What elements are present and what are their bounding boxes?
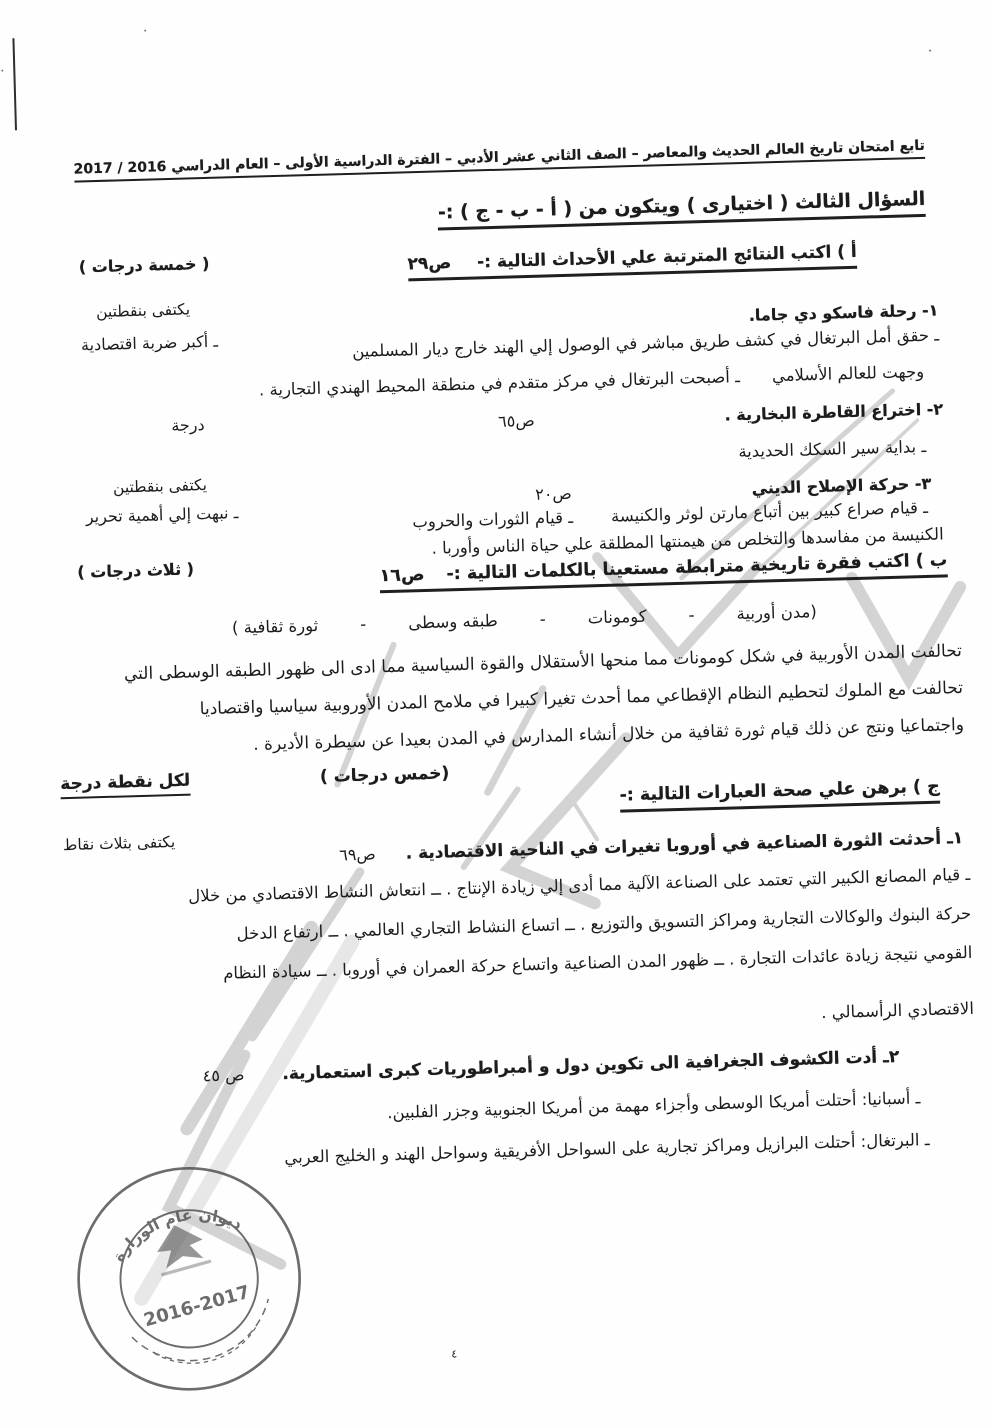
keyword-dash: - xyxy=(688,605,695,625)
a-item3-page-ref: ص٢٠ xyxy=(534,483,573,504)
c-item1-line: ـ قيام المصانع الكبير التي تعتمد على الصناعة الآلية مما أدى إلي زيادة الإنتاج . ــ انتعاش النشاط الاقتصادي من خلال xyxy=(187,864,971,906)
keyword-dash: - xyxy=(539,609,546,629)
scan-speck xyxy=(144,30,146,32)
c-item2-line: ـ أسبانيا: أحتلت أمريكا الوسطى وأجزاء مهمة من أمريكا الجنوبية وجزر الفلبين. xyxy=(386,1088,921,1123)
scan-speck xyxy=(929,50,931,52)
b-paragraph-line: واجتماعيا ونتج عن ذلك قيام ثورة ثقافية من خلال أنشاء المدارس في المدن بعيدا عن سيطرة الأديرة . xyxy=(252,714,965,755)
a-item2-line1: ـ بداية سير السكك الحديدية xyxy=(738,436,927,462)
a-item3-note: يكتفى بنقطتين xyxy=(112,476,208,497)
stamp-rim-text: ديوان عام الوزارة xyxy=(109,1205,245,1265)
section-c-marks-note: لكل نقطة درجة xyxy=(60,771,190,800)
section-a-marks: ( خمسة درجات ) xyxy=(78,253,210,277)
a-item1-side-note: ـ أكبر ضربة اقتصادية xyxy=(80,331,219,355)
page-number: ٤ xyxy=(451,1347,458,1361)
c-item2-title: ٢ـ أدت الكشوف الجغرافية الى تكوين دول و أمبراطوريات كبرى استعمارية. xyxy=(282,1046,900,1085)
b-paragraph-line: تحالفت المدن الأوربية في شكل كومونات مما منحها الأستقلال والقوة السياسية مما ادى الى ظهور الطبقه الوسطى التي xyxy=(123,641,963,685)
keyword-dash: - xyxy=(359,614,367,634)
a-item3-title: ٣- حركة الإصلاح الديني xyxy=(751,473,932,498)
a-item2-marks: درجة xyxy=(171,415,205,435)
c-item2-line: ـ البرتغال: أحتلت البرازيل ومراكز تجارية على السواحل الأفريقية وسواحل الهند و الخليج العربي xyxy=(284,1130,930,1168)
section-a-page-ref: ص٢٩ xyxy=(407,253,452,275)
section-c-heading: ج ) برهن علي صحة العبارات التالية :- xyxy=(619,777,940,813)
b-paragraph-line: تحالفت مع الملوك لتحطيم النظام الإقطاعي مما أحدث تغيرا كبيرا في ملامح المدن الأوروبية سياسيا واقتصاديا xyxy=(199,678,964,720)
stamp-years: 2016-2017 xyxy=(141,1281,253,1332)
section-a-heading: أ ) اكتب النتائج المترتبة علي الأحداث التالية :- xyxy=(476,241,857,273)
a-item3-line2: الكنيسة من مفاسدها والتخلص من هيمنتها المطلقة علي حياة الناس وأوربا . xyxy=(431,524,944,558)
section-c-marks: (خمس درجات ) xyxy=(319,763,450,787)
c-item2-page-ref: ص ٤٥ xyxy=(202,1065,245,1086)
a-item1-line1: ـ حقق أمل البرتغال في كشف طريق مباشر في الوصول إلي الهند خارج ديار المسلمين xyxy=(351,325,940,361)
a-item3-line1b: ـ قيام الثورات والحروب xyxy=(412,507,574,532)
question-title: السؤال الثالث ( اختيارى ) ويتكون من ( أ - ب - ج ) :- xyxy=(438,188,926,231)
section-b-marks: ( ثلاث درجات ) xyxy=(77,559,195,582)
c-item1-line: القومي نتيجة زيادة عائدات التجارة . ــ ظهور المدن الصناعية واتساع حركة العمران في أوروبا . ــ سيادة النظام xyxy=(222,942,973,983)
a-item2-page-ref: ص٦٥ xyxy=(497,410,535,431)
section-c-note: يكتفى بثلاث نقاط xyxy=(62,833,176,855)
exam-header: تابع امتحان تاريخ العالم الحديث والمعاصر – الصف الثاني عشر الأدبي – الفترة الدراسية الأولى – العام الدراسي 2016 / 2017 xyxy=(73,138,925,183)
scan-speck xyxy=(1,70,3,72)
c-item1-line: حركة البنوك والوكالات التجارية ومراكز التسويق والتوزيع . ــ اتساع النشاط التجاري العالمي . ــ ارتفاع الدخل xyxy=(236,903,972,944)
c-item1-page-ref: ص٦٩ xyxy=(338,844,376,865)
keyword: كومونات xyxy=(587,606,647,628)
keyword: ثورة ثقافية ) xyxy=(231,615,319,638)
section-a-note: يكتفى بنقطتين xyxy=(95,300,191,322)
keyword: (مدن أوربية xyxy=(736,602,818,624)
a-item3-line1: ـ قيام صراع كبير بين أتباع مارتن لوثر والكنيسة xyxy=(610,497,929,526)
a-item1-title: ١- رحلة فاسكو دي جاما. xyxy=(748,300,939,325)
a-item3-side-note: ـ نبهت إلي أهمية تحرير xyxy=(85,503,239,527)
a-item2-title: ٢- اختراع القاطرة البخارية . xyxy=(724,399,944,425)
section-b-heading: ب ) اكتب فقرة تاريخية مترابطة مستعينا بالكلمات التالية :- xyxy=(446,550,948,585)
a-item1-line2: ـ أصبحت البرتغال في مركز متقدم في منطقة المحيط الهندي التجارية . xyxy=(258,367,741,400)
section-b-page-ref: ص١٦ xyxy=(379,564,425,587)
c-item1-title: ١ـ أحدثت الثورة الصناعية في أوروبا تغيرات في الناحية الاقتصادية . xyxy=(405,828,964,864)
c-item1-line: الاقتصادي الرأسمالي . xyxy=(821,998,975,1023)
a-item1-continuation: وجهت للعالم الأسلامي xyxy=(771,361,925,386)
keyword: طبقه وسطى xyxy=(407,610,499,633)
